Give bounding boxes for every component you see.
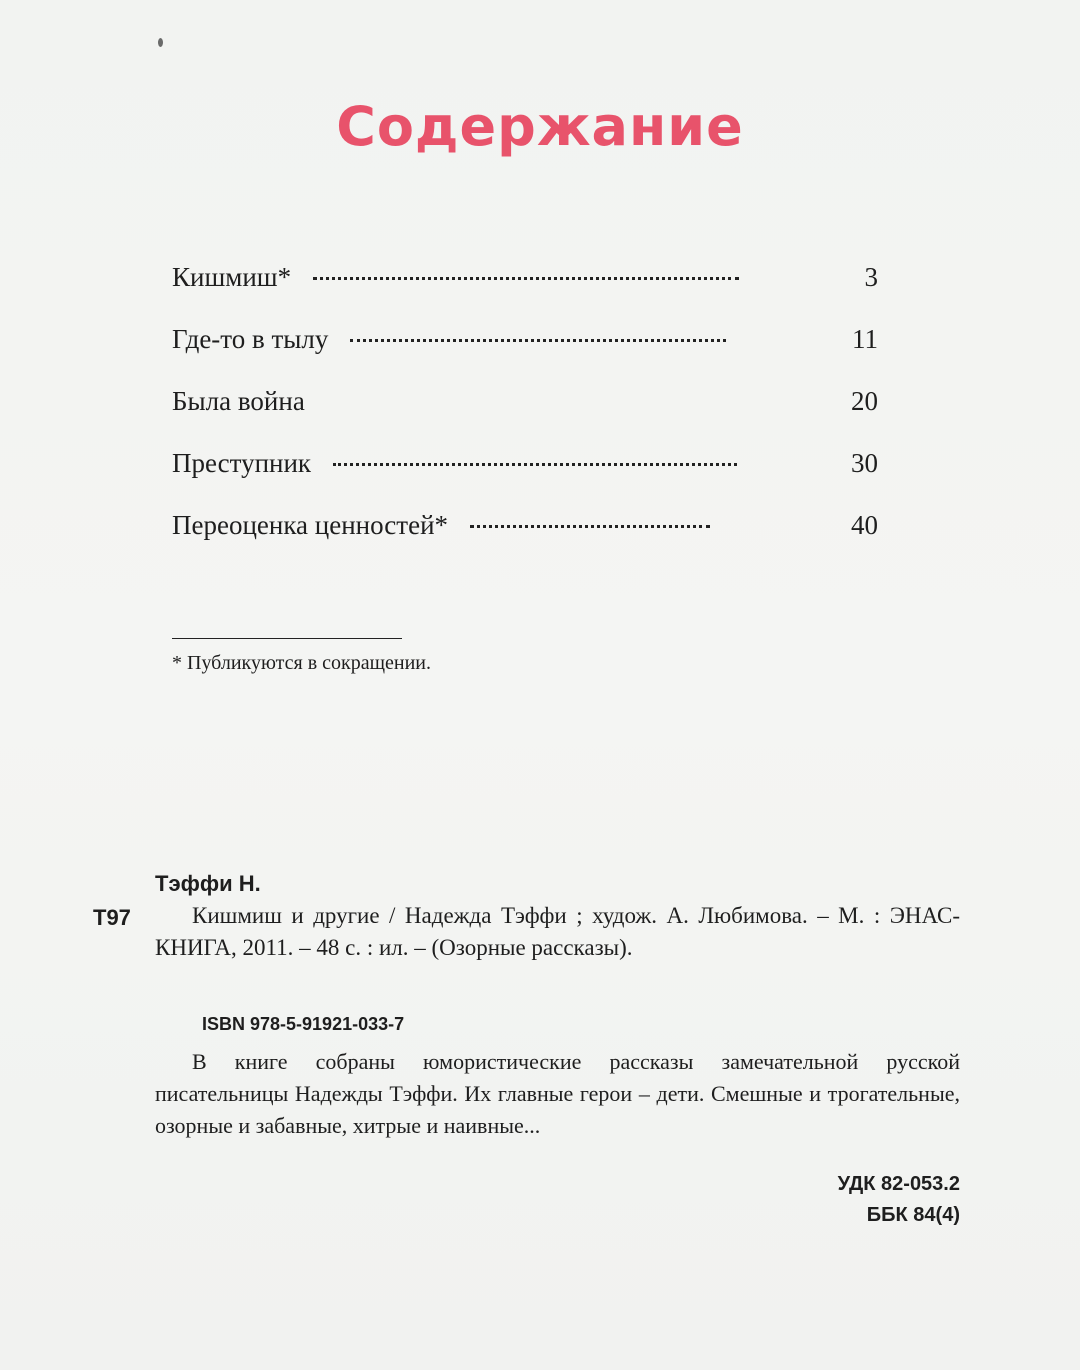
page-title: Содержание (336, 95, 744, 158)
toc-leader-dots (350, 339, 726, 342)
bbk-code: ББК 84(4) (866, 1204, 960, 1226)
isbn: ISBN 978-5-91921-033-7 (202, 1014, 405, 1034)
toc-page-number: 30 (851, 448, 878, 478)
toc-title: Была война (172, 386, 305, 416)
footnote-rule (172, 638, 402, 639)
toc-page-number: 40 (851, 510, 878, 540)
annotation: В книге собраны юмористические рассказы замечательной русской писательницы Надежды Тэффи. Их главные герои – дети. Смешные и трогательные, озорные и забавные, хитрые и наивные... (155, 1049, 960, 1138)
toc-row (172, 262, 878, 324)
udk-code: УДК 82-053.2 (837, 1173, 960, 1195)
toc-page-number: 20 (851, 386, 878, 416)
toc-leader-dots (313, 277, 739, 280)
toc-title: Кишмиш* (172, 262, 292, 292)
catalog-author: Тэффи Н. (155, 871, 261, 896)
footnote: * Публикуются в сокращении. (172, 652, 432, 674)
toc-row (172, 386, 878, 448)
toc-row (172, 448, 878, 510)
toc-row (172, 510, 878, 572)
toc-row (172, 324, 878, 386)
toc-page-number: 11 (852, 324, 878, 354)
ink-speck (158, 38, 163, 47)
toc-page-number: 3 (864, 262, 878, 292)
catalog-entry: Кишмиш и другие / Надежда Тэффи ; худож. А. Любимова. – М. : ЭНАС-КНИГА, 2011. – 48 с. : ил. – (Озорные рассказы). (155, 903, 960, 960)
toc-leader-dots (470, 525, 710, 528)
toc-title: Где-то в тылу (172, 324, 329, 354)
table-of-contents (172, 262, 878, 572)
toc-leader-dots (333, 463, 737, 466)
toc-title: Преступник (172, 448, 312, 478)
catalog-code: Т97 (93, 905, 131, 930)
toc-title: Переоценка ценностей* (172, 510, 449, 540)
